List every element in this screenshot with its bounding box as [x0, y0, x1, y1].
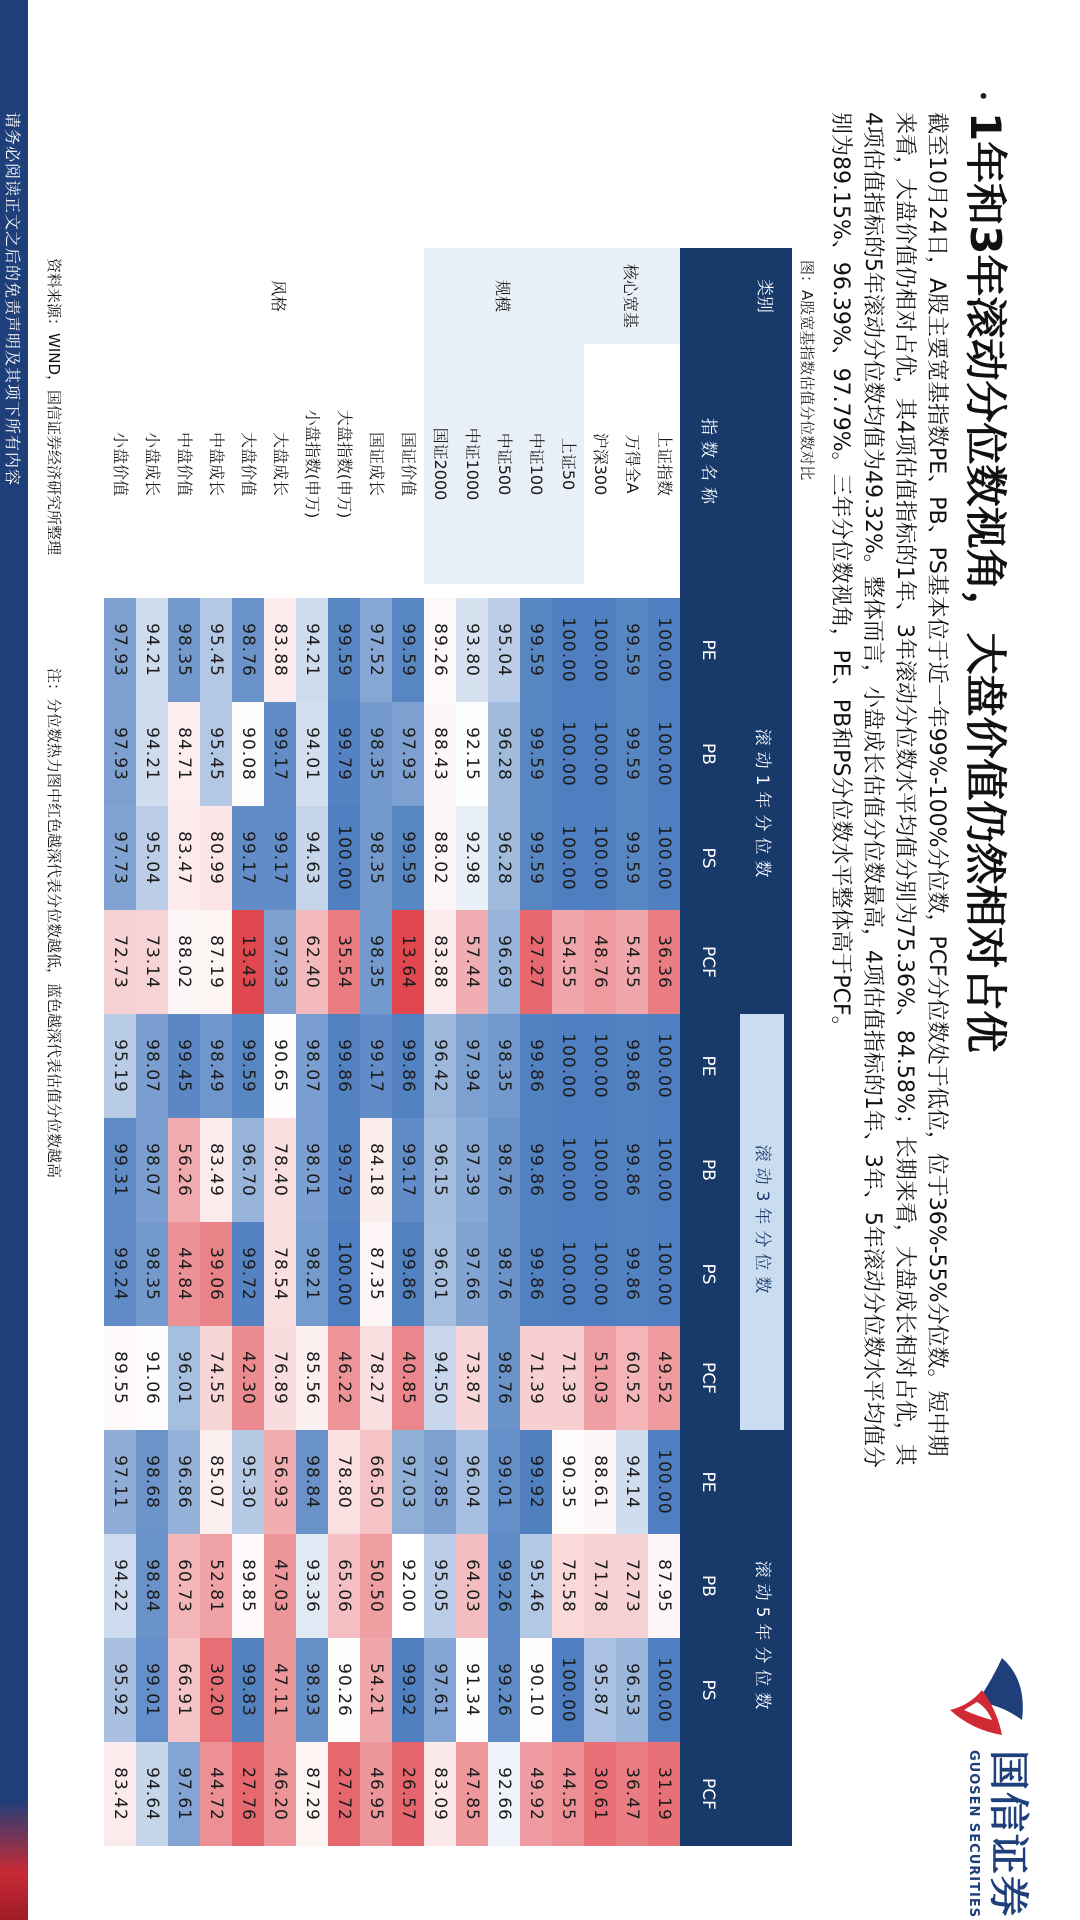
heatmap-cell: 100.00 — [584, 1118, 616, 1222]
heatmap-cell: 94.63 — [296, 806, 328, 910]
header-metric: PE — [680, 1430, 736, 1534]
heatmap-cell: 99.86 — [520, 1014, 552, 1118]
heatmap-cell: 99.17 — [264, 702, 296, 806]
brand-name: 国信证券 — [985, 1750, 1031, 1918]
index-name: 国证2000 — [424, 344, 456, 584]
heatmap-cell: 72.73 — [104, 910, 136, 1014]
heatmap-cell: 31.19 — [648, 1742, 680, 1846]
heatmap-cell: 99.59 — [392, 806, 424, 910]
heatmap-cell: 98.07 — [296, 1014, 328, 1118]
valuation-heatmap-table — [104, 248, 792, 1820]
heatmap-cell: 98.76 — [488, 1326, 520, 1430]
heatmap-cell: 100.00 — [648, 1014, 680, 1118]
heatmap-cell: 88.02 — [424, 806, 456, 910]
index-name: 中盘成长 — [207, 431, 226, 496]
heatmap-cell: 100.00 — [648, 806, 680, 910]
heatmap-cell: 88.43 — [424, 702, 456, 806]
heatmap-cell: 62.40 — [296, 910, 328, 1014]
heatmap-cell: 99.83 — [232, 1638, 264, 1742]
heatmap-cell: 99.72 — [232, 1222, 264, 1326]
heatmap-cell: 99.17 — [264, 806, 296, 910]
bullet-icon: • — [971, 90, 995, 102]
heatmap-cell: 99.79 — [328, 702, 360, 806]
heatmap-cell: 36.36 — [648, 910, 680, 1014]
heatmap-cell: 100.00 — [552, 1118, 584, 1222]
heatmap-cell: 100.00 — [552, 598, 584, 702]
heatmap-cell: 98.76 — [232, 598, 264, 702]
heatmap-cell: 36.47 — [616, 1742, 648, 1846]
heatmap-cell: 57.44 — [456, 910, 488, 1014]
heatmap-cell: 100.00 — [584, 806, 616, 910]
heatmap-cell: 50.50 — [360, 1534, 392, 1638]
heatmap-cell: 99.01 — [488, 1430, 520, 1534]
header-metric: PS — [680, 806, 736, 910]
heatmap-cell: 98.01 — [296, 1118, 328, 1222]
heatmap-cell: 98.76 — [488, 1118, 520, 1222]
heatmap-cell: 96.28 — [488, 702, 520, 806]
heatmap-cell: 98.07 — [136, 1118, 168, 1222]
heatmap-cell: 97.93 — [104, 598, 136, 702]
heatmap-cell: 60.52 — [616, 1326, 648, 1430]
heatmap-cell: 46.20 — [264, 1742, 296, 1846]
heatmap-cell: 91.06 — [136, 1326, 168, 1430]
page-title: 1年和3年滚动分位数视角，大盘价值仍然相对占优 — [961, 112, 1010, 1053]
heatmap-cell: 83.88 — [424, 910, 456, 1014]
heatmap-cell: 99.59 — [616, 598, 648, 702]
summary-line: 4项估值指标的5年滚动分位数均值为49.32%。整体而言，小盘成长估值分位数最高，4项估值指标的1年、3年、5年滚动分位数水平均值分 — [860, 112, 885, 1468]
heatmap-cell: 66.50 — [360, 1430, 392, 1534]
header-metric: PB — [680, 702, 736, 806]
heatmap-cell: 94.21 — [136, 702, 168, 806]
header-metric: PE — [680, 1014, 736, 1118]
heatmap-cell: 85.56 — [296, 1326, 328, 1430]
header-metric: PCF — [680, 910, 736, 1014]
index-name: 大盘成长 — [271, 431, 290, 496]
brand-name-en: GUOSEN SECURITIES — [966, 1750, 981, 1919]
heatmap-cell: 13.64 — [392, 910, 424, 1014]
heatmap-cell: 44.55 — [552, 1742, 584, 1846]
heatmap-cell: 90.10 — [520, 1638, 552, 1742]
heatmap-cell: 94.64 — [136, 1742, 168, 1846]
heatmap-cell: 78.80 — [328, 1430, 360, 1534]
heatmap-cell: 97.85 — [424, 1430, 456, 1534]
heatmap-cell: 99.59 — [520, 806, 552, 910]
category-2: 风格 — [136, 248, 424, 344]
heatmap-cell: 96.15 — [424, 1118, 456, 1222]
heatmap-cell: 94.01 — [296, 702, 328, 806]
heatmap-cell: 92.98 — [456, 806, 488, 910]
summary-line: 别为89.15%、96.39%、97.79%。三年分位数视角，PE、PB和PS分位数水平整体高于PCF。 — [828, 112, 853, 1038]
heatmap-cell: 92.15 — [456, 702, 488, 806]
heatmap-cell: 97.94 — [456, 1014, 488, 1118]
heatmap-cell: 83.49 — [200, 1118, 232, 1222]
heatmap-cell: 27.72 — [328, 1742, 360, 1846]
heatmap-cell: 100.00 — [328, 1222, 360, 1326]
heatmap-cell: 99.79 — [328, 1118, 360, 1222]
heatmap-cell: 95.87 — [584, 1638, 616, 1742]
heatmap-cell: 96.70 — [232, 1118, 264, 1222]
heatmap-cell: 97.11 — [104, 1430, 136, 1534]
heatmap-cell: 87.29 — [296, 1742, 328, 1846]
heatmap-cell: 71.39 — [520, 1326, 552, 1430]
header-metric: PS — [680, 1638, 736, 1742]
header-metric: PS — [680, 1222, 736, 1326]
index-name: 大盘价值 — [239, 431, 258, 496]
header-metric: PB — [680, 1118, 736, 1222]
heatmap-cell: 97.93 — [264, 910, 296, 1014]
heatmap-cell: 99.86 — [328, 1014, 360, 1118]
heatmap-cell: 54.21 — [360, 1638, 392, 1742]
heatmap-cell: 99.86 — [520, 1222, 552, 1326]
heatmap-cell: 97.61 — [168, 1742, 200, 1846]
heatmap-cell: 92.66 — [488, 1742, 520, 1846]
heatmap-cell: 100.00 — [584, 1014, 616, 1118]
heatmap-cell: 27.76 — [232, 1742, 264, 1846]
header-metric: PE — [680, 598, 736, 702]
heatmap-cell: 100.00 — [328, 806, 360, 910]
heatmap-cell: 99.17 — [232, 806, 264, 910]
heatmap-cell: 98.84 — [296, 1430, 328, 1534]
index-name: 小盘价值 — [111, 431, 130, 496]
heatmap-cell: 83.88 — [264, 598, 296, 702]
heatmap-cell: 99.59 — [520, 598, 552, 702]
heatmap-cell: 97.93 — [392, 702, 424, 806]
heatmap-cell: 73.14 — [136, 910, 168, 1014]
heatmap-cell: 97.61 — [424, 1638, 456, 1742]
heatmap-cell: 72.73 — [616, 1534, 648, 1638]
heatmap-cell: 98.84 — [136, 1534, 168, 1638]
heatmap-cell: 89.85 — [232, 1534, 264, 1638]
heatmap-cell: 52.81 — [200, 1534, 232, 1638]
heatmap-cell: 98.35 — [168, 598, 200, 702]
heatmap-cell: 98.21 — [296, 1222, 328, 1326]
heatmap-cell: 87.19 — [200, 910, 232, 1014]
heatmap-cell: 97.93 — [104, 702, 136, 806]
heatmap-cell: 84.18 — [360, 1118, 392, 1222]
heatmap-cell: 99.59 — [328, 598, 360, 702]
heatmap-cell: 98.35 — [360, 806, 392, 910]
header-metric: PCF — [680, 1326, 736, 1430]
heatmap-cell: 47.85 — [456, 1742, 488, 1846]
index-name: 小盘指数(申万) — [303, 409, 322, 519]
header-group: 滚动1年分位数 — [740, 598, 784, 1014]
heatmap-cell: 56.93 — [264, 1430, 296, 1534]
heatmap-cell: 100.00 — [648, 598, 680, 702]
heatmap-cell: 100.00 — [584, 702, 616, 806]
heatmap-cell: 27.27 — [520, 910, 552, 1014]
heatmap-cell: 100.00 — [648, 1638, 680, 1742]
heatmap-cell: 97.52 — [360, 598, 392, 702]
heatmap-cell: 47.03 — [264, 1534, 296, 1638]
heatmap-cell: 54.55 — [616, 910, 648, 1014]
heatmap-cell: 96.42 — [424, 1014, 456, 1118]
heatmap-cell: 99.86 — [392, 1222, 424, 1326]
index-name: 中证500 — [488, 344, 520, 584]
index-name: 中盘价值 — [175, 431, 194, 496]
heatmap-cell: 96.01 — [424, 1222, 456, 1326]
heatmap-cell: 98.07 — [136, 1014, 168, 1118]
heatmap-cell: 99.45 — [168, 1014, 200, 1118]
heatmap-cell: 39.06 — [200, 1222, 232, 1326]
heatmap-cell: 90.08 — [232, 702, 264, 806]
heatmap-cell: 98.76 — [488, 1222, 520, 1326]
heatmap-cell: 30.20 — [200, 1638, 232, 1742]
heatmap-cell: 100.00 — [648, 1222, 680, 1326]
heatmap-cell: 100.00 — [552, 806, 584, 910]
heatmap-cell: 73.87 — [456, 1326, 488, 1430]
heatmap-cell: 99.92 — [392, 1638, 424, 1742]
heatmap-cell: 64.03 — [456, 1534, 488, 1638]
heatmap-cell: 99.26 — [488, 1534, 520, 1638]
heatmap-cell: 13.43 — [232, 910, 264, 1014]
heatmap-cell: 95.92 — [104, 1638, 136, 1742]
heatmap-cell: 94.14 — [616, 1430, 648, 1534]
heatmap-cell: 90.35 — [552, 1430, 584, 1534]
heatmap-cell: 99.86 — [616, 1014, 648, 1118]
heatmap-cell: 96.86 — [168, 1430, 200, 1534]
heatmap-cell: 98.35 — [360, 702, 392, 806]
heatmap-cell: 95.04 — [136, 806, 168, 910]
header-group: 滚动5年分位数 — [740, 1430, 784, 1846]
heatmap-cell: 47.11 — [264, 1638, 296, 1742]
heatmap-cell: 54.55 — [552, 910, 584, 1014]
heatmap-cell: 96.53 — [616, 1638, 648, 1742]
heatmap-cell: 99.92 — [520, 1430, 552, 1534]
index-name: 上证50 — [552, 344, 584, 584]
heatmap-cell: 87.35 — [360, 1222, 392, 1326]
heatmap-cell: 74.55 — [200, 1326, 232, 1430]
index-name: 上证指数 — [655, 431, 674, 496]
heatmap-cell: 99.59 — [392, 598, 424, 702]
heatmap-cell: 89.55 — [104, 1326, 136, 1430]
heatmap-cell: 87.95 — [648, 1534, 680, 1638]
heatmap-cell: 94.22 — [104, 1534, 136, 1638]
index-name: 中证100 — [520, 344, 552, 584]
heatmap-cell: 76.89 — [264, 1326, 296, 1430]
heatmap-cell: 98.35 — [488, 1014, 520, 1118]
summary-paragraph — [824, 112, 952, 1892]
heatmap-cell: 40.85 — [392, 1326, 424, 1430]
heatmap-cell: 89.26 — [424, 598, 456, 702]
index-name: 沪深300 — [591, 432, 610, 496]
heatmap-cell: 95.45 — [200, 598, 232, 702]
heatmap-cell: 49.92 — [520, 1742, 552, 1846]
heatmap-cell: 44.84 — [168, 1222, 200, 1326]
heatmap-cell: 97.03 — [392, 1430, 424, 1534]
heatmap-cell: 46.22 — [328, 1326, 360, 1430]
heatmap-cell: 66.91 — [168, 1638, 200, 1742]
heatmap-cell: 65.06 — [328, 1534, 360, 1638]
heatmap-cell: 85.07 — [200, 1430, 232, 1534]
heatmap-cell: 88.61 — [584, 1430, 616, 1534]
index-name: 中证1000 — [456, 344, 488, 584]
heatmap-cell: 42.30 — [232, 1326, 264, 1430]
header-group: 滚动3年分位数 — [740, 1014, 784, 1430]
heatmap-cell: 100.00 — [552, 1014, 584, 1118]
heatmap-cell: 35.54 — [328, 910, 360, 1014]
heatmap-cell: 84.71 — [168, 702, 200, 806]
heatmap-cell: 95.05 — [424, 1534, 456, 1638]
heatmap-cell: 100.00 — [584, 598, 616, 702]
category-0: 核心宽基 — [584, 248, 680, 344]
heatmap-cell: 99.31 — [104, 1118, 136, 1222]
heatmap-cell: 91.34 — [456, 1638, 488, 1742]
heatmap-cell: 88.02 — [168, 910, 200, 1014]
heatmap-cell: 99.86 — [616, 1222, 648, 1326]
heatmap-cell: 98.68 — [136, 1430, 168, 1534]
heatmap-cell: 99.86 — [616, 1118, 648, 1222]
heatmap-cell: 56.26 — [168, 1118, 200, 1222]
heatmap-cell: 99.59 — [616, 702, 648, 806]
heatmap-cell: 99.59 — [232, 1014, 264, 1118]
heatmap-cell: 97.39 — [456, 1118, 488, 1222]
heatmap-cell: 51.03 — [584, 1326, 616, 1430]
heatmap-cell: 98.49 — [200, 1014, 232, 1118]
index-name: 国证成长 — [367, 431, 386, 496]
heatmap-cell: 100.00 — [648, 702, 680, 806]
index-name: 万得全A — [623, 434, 642, 494]
index-name: 国证价值 — [399, 431, 418, 496]
heatmap-cell: 96.28 — [488, 806, 520, 910]
heatmap-cell: 26.57 — [392, 1742, 424, 1846]
heatmap-cell: 98.93 — [296, 1638, 328, 1742]
heatmap-cell: 78.27 — [360, 1326, 392, 1430]
heatmap-cell: 49.52 — [648, 1326, 680, 1430]
heatmap-cell: 83.42 — [104, 1742, 136, 1846]
header-category: 类别 — [736, 248, 792, 344]
heatmap-cell: 94.21 — [296, 598, 328, 702]
category-1: 规模 — [424, 248, 584, 344]
heatmap-cell: 99.86 — [520, 1118, 552, 1222]
summary-line: 截至10月24日，A股主要宽基指数PE、PB、PS基本位于近一年99%-100%分位数，PCF分位数处于低位，位于36%-55%分位数。短中期 — [924, 112, 949, 1457]
heatmap-cell: 94.21 — [136, 598, 168, 702]
heatmap-cell: 97.66 — [456, 1222, 488, 1326]
heatmap-cell: 99.59 — [616, 806, 648, 910]
heatmap-cell: 78.54 — [264, 1222, 296, 1326]
summary-line: 来看，大盘价值仍相对占优，其4项估值指标的1年、3年滚动分位数水平均值分别为75.36%、84.58%；长期来看，大盘成长相对占优，其 — [892, 112, 917, 1466]
source-note: 资料来源：WIND，国信证券经济研究所整理 — [45, 258, 63, 556]
heatmap-cell: 78.40 — [264, 1118, 296, 1222]
heatmap-cell: 97.73 — [104, 806, 136, 910]
heatmap-cell: 60.73 — [168, 1534, 200, 1638]
heatmap-cell: 99.17 — [392, 1118, 424, 1222]
heatmap-cell: 99.26 — [488, 1638, 520, 1742]
heatmap-cell: 75.58 — [552, 1534, 584, 1638]
color-note: 注：分位数热力图中红色越深代表分位数越低，蓝色越深代表估值分位数越高 — [45, 668, 63, 1179]
index-name: 大盘指数(申万) — [335, 409, 354, 519]
heatmap-cell: 99.86 — [392, 1014, 424, 1118]
index-name: 小盘成长 — [143, 431, 162, 496]
footer-accent — [0, 1800, 28, 1920]
heatmap-cell: 99.24 — [104, 1222, 136, 1326]
heatmap-cell: 100.00 — [552, 1638, 584, 1742]
header-metric: PCF — [680, 1742, 736, 1846]
heatmap-cell: 99.59 — [520, 702, 552, 806]
heatmap-cell: 71.78 — [584, 1534, 616, 1638]
heatmap-cell: 96.01 — [168, 1326, 200, 1430]
header-metric: PB — [680, 1534, 736, 1638]
header-index-name: 指数名称 — [680, 344, 736, 584]
heatmap-cell: 98.35 — [136, 1222, 168, 1326]
guosen-logo-icon — [942, 1650, 1032, 1740]
disclaimer: 请务必阅读正文之后的免责声明及其项下所有内容 — [3, 112, 22, 487]
heatmap-cell: 94.50 — [424, 1326, 456, 1430]
heatmap-cell: 93.80 — [456, 598, 488, 702]
heatmap-cell: 44.72 — [200, 1742, 232, 1846]
heatmap-cell: 92.00 — [392, 1534, 424, 1638]
brand-logo — [966, 1750, 1040, 1918]
heatmap-cell: 95.46 — [520, 1534, 552, 1638]
heatmap-cell: 95.19 — [104, 1014, 136, 1118]
heatmap-cell: 100.00 — [584, 1222, 616, 1326]
heatmap-cell: 95.45 — [200, 702, 232, 806]
heatmap-cell: 80.99 — [200, 806, 232, 910]
heatmap-cell: 95.30 — [232, 1430, 264, 1534]
heatmap-cell: 83.09 — [424, 1742, 456, 1846]
heatmap-cell: 100.00 — [648, 1118, 680, 1222]
heatmap-cell: 96.69 — [488, 910, 520, 1014]
heatmap-cell: 95.04 — [488, 598, 520, 702]
heatmap-cell: 100.00 — [552, 702, 584, 806]
heatmap-cell: 90.65 — [264, 1014, 296, 1118]
heatmap-cell: 98.35 — [360, 910, 392, 1014]
heatmap-cell: 100.00 — [648, 1430, 680, 1534]
heatmap-cell: 83.47 — [168, 806, 200, 910]
heatmap-cell: 99.01 — [136, 1638, 168, 1742]
figure-caption: 图：A股宽基指数估值分位数对比 — [798, 260, 816, 481]
heatmap-cell: 30.61 — [584, 1742, 616, 1846]
heatmap-cell: 93.36 — [296, 1534, 328, 1638]
heatmap-cell: 99.17 — [360, 1014, 392, 1118]
heatmap-cell: 71.39 — [552, 1326, 584, 1430]
heatmap-cell: 96.04 — [456, 1430, 488, 1534]
heatmap-cell: 100.00 — [552, 1222, 584, 1326]
heatmap-cell: 46.95 — [360, 1742, 392, 1846]
heatmap-cell: 48.76 — [584, 910, 616, 1014]
heatmap-cell: 90.26 — [328, 1638, 360, 1742]
